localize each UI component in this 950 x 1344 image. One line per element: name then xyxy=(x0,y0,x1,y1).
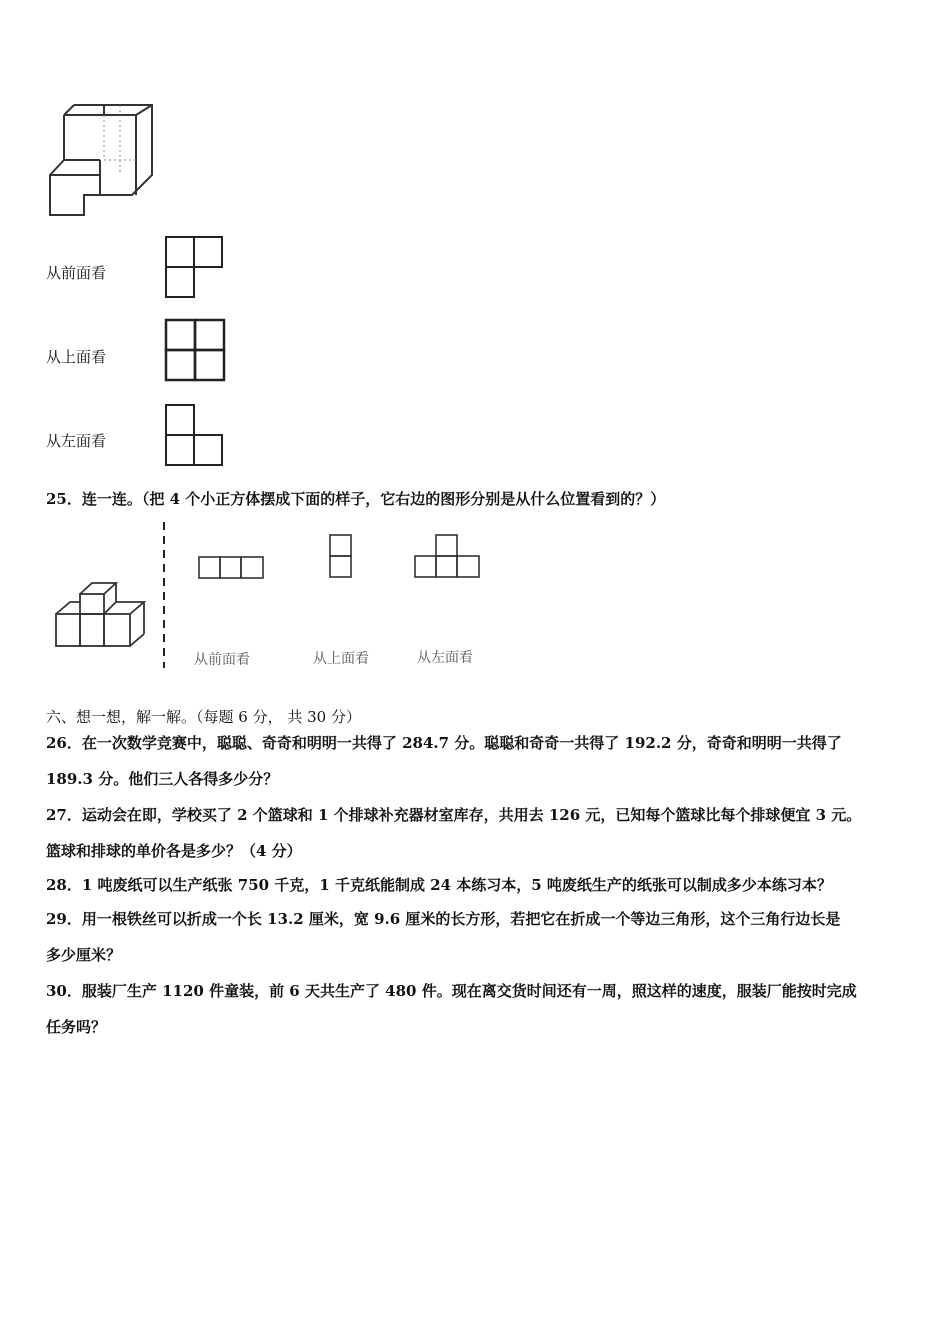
view-label-front: 从前面看 xyxy=(46,264,107,282)
question-25-text: 25．连一连。（把 4 个小正方体摆成下面的样子，它右边的图形分别是从什么位置看到的？） xyxy=(46,490,666,508)
q25-caption-front: 从前面看 xyxy=(194,652,250,668)
q25-shape-2 xyxy=(329,534,353,580)
question-30-line-2: 任务吗？ xyxy=(46,1018,107,1036)
q25-shape-3 xyxy=(414,534,482,580)
top-view-figure xyxy=(165,319,227,383)
question-29-line-1: 29．用一根铁丝可以折成一个长 13.2 厘米，宽 9.6 厘米的长方形，若把它在折成一个等边三角形，这个三角行边长是 xyxy=(46,910,841,928)
question-26-line-1: 26．在一次数学竞赛中，聪聪、奇奇和明明一共得了 284.7 分。聪聪和奇奇一共得了 192.2 分，奇奇和明明一共得了 xyxy=(46,734,842,752)
question-26-line-2: 189.3 分。他们三人各得多少分？ xyxy=(46,770,279,788)
section-6-heading: 六、想一想，解一解。（每题 6 分， 共 30 分） xyxy=(46,708,361,726)
dashed-divider xyxy=(160,522,168,670)
question-27-line-1: 27．运动会在即，学校买了 2 个篮球和 1 个排球补充器材室库存，共用去 126 元，已知每个篮球比每个排球便宜 3 元。 xyxy=(46,806,862,824)
view-label-left: 从左面看 xyxy=(46,432,107,450)
q25-cube-figure xyxy=(54,580,154,652)
question-30-line-1: 30．服装厂生产 1120 件童装，前 6 天共生产了 480 件。现在离交货时间还有一周，照这样的速度，服装厂能按时完成 xyxy=(46,982,857,1000)
question-27-line-2: 篮球和排球的单价各是多少？（4 分） xyxy=(46,842,302,860)
q25-shape-1 xyxy=(198,556,266,580)
q25-caption-left: 从左面看 xyxy=(417,650,473,666)
question-28-line-1: 28．1 吨废纸可以生产纸张 750 千克，1 千克纸能制成 24 本练习本，5 吨废纸生产的纸张可以制成多少本练习本？ xyxy=(46,876,832,894)
front-view-figure xyxy=(165,236,225,300)
question-29-line-2: 多少厘米？ xyxy=(46,946,122,964)
view-label-top: 从上面看 xyxy=(46,348,107,366)
left-view-figure xyxy=(165,404,225,468)
isometric-cube-figure xyxy=(44,100,159,218)
q25-caption-top: 从上面看 xyxy=(313,651,369,667)
